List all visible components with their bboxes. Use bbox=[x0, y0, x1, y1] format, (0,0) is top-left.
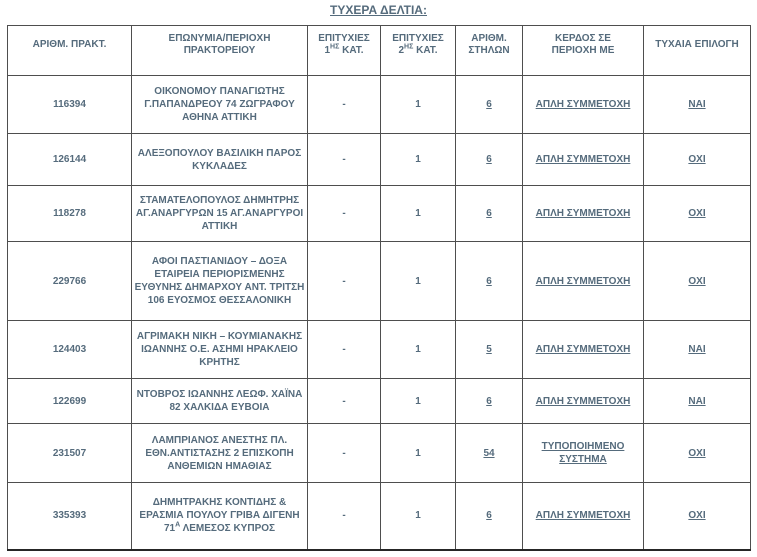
columns-count-cell: 6 bbox=[456, 76, 523, 134]
prize-area-cell: ΤΥΠΟΠΟΙΗΜΕΝΟ ΣΥΣΤΗΜΑ bbox=[523, 424, 644, 483]
agency-number-cell: 126144 bbox=[8, 134, 132, 186]
prize-area-cell: ΑΠΛΗ ΣΥΜΜΕΤΟΧΗ bbox=[523, 186, 644, 242]
cat2-wins-cell: 1 bbox=[381, 134, 456, 186]
agency-name-cell: ΛΑΜΠΡΙΑΝΟΣ ΑΝΕΣΤΗΣ ΠΛ. ΕΘΝ.ΑΝΤΙΣΤΑΣΗΣ 2 ΕΠΙΣΚΟΠΗ ΑΝΘΕΜΙΩΝ ΗΜΑΘΙΑΣ bbox=[132, 424, 308, 483]
cat1-wins-cell: - bbox=[308, 76, 381, 134]
col-header-agency-name-line1: ΕΠΩΝΥΜΙΑ/ΠΕΡΙΟΧΗ bbox=[168, 32, 271, 44]
random-selection-cell: ΟΧΙ bbox=[644, 483, 751, 550]
col-header-prize-line2: ΠΕΡΙΟΧΗ ΜΕ bbox=[551, 45, 615, 56]
page-title: ΤΥΧΕΡΑ ΔΕΛΤΙΑ: bbox=[330, 3, 427, 17]
col-header-agency-name bbox=[132, 26, 308, 76]
col-header-cat1-rest: ΚΑΤ. bbox=[342, 45, 364, 56]
prize-area-cell: ΑΠΛΗ ΣΥΜΜΕΤΟΧΗ bbox=[523, 76, 644, 134]
random-selection-cell: ΟΧΙ bbox=[644, 242, 751, 321]
cat1-wins-cell: - bbox=[308, 321, 381, 379]
col-header-random-selection bbox=[644, 26, 751, 76]
col-header-columns-line1: ΑΡΙΘΜ. bbox=[471, 32, 507, 44]
agency-name-text: ΔΗΜΗΤΡΑΚΗΣ ΚΟΝΤΙΔΗΣ & ΕΡΑΣΜΙΑ ΠΟΥΛΟΥ ΓΡΙΒΑ ΔΙΓΕΝΗ 71 bbox=[139, 497, 300, 535]
prize-area-cell: ΑΠΛΗ ΣΥΜΜΕΤΟΧΗ bbox=[523, 321, 644, 379]
col-header-cat2-rest: ΚΑΤ. bbox=[416, 45, 438, 56]
agency-number-cell: 335393 bbox=[8, 483, 132, 550]
table-row bbox=[8, 186, 751, 242]
cat1-wins-cell: - bbox=[308, 424, 381, 483]
cat2-wins-cell: 1 bbox=[381, 483, 456, 550]
col-header-cat1-wins bbox=[308, 26, 381, 76]
agency-number-cell: 229766 bbox=[8, 242, 132, 321]
col-header-agency-number-label: ΑΡΙΘΜ. ΠΡΑΚΤ. bbox=[32, 38, 107, 50]
random-selection-cell: ΝΑΙ bbox=[644, 76, 751, 134]
col-header-columns-line2: ΣΤΗΛΩΝ bbox=[468, 45, 510, 56]
prize-area-cell: ΑΠΛΗ ΣΥΜΜΕΤΟΧΗ bbox=[523, 483, 644, 550]
col-header-cat2-line1: ΕΠΙΤΥΧΙΕΣ bbox=[392, 32, 444, 44]
cat1-wins-cell: - bbox=[308, 379, 381, 424]
table-row bbox=[8, 134, 751, 186]
columns-count-cell: 6 bbox=[456, 186, 523, 242]
random-selection-cell: ΟΧΙ bbox=[644, 424, 751, 483]
agency-number-cell: 116394 bbox=[8, 76, 132, 134]
agency-name-cell bbox=[132, 483, 308, 550]
table-row bbox=[8, 483, 751, 550]
cat1-wins-cell: - bbox=[308, 483, 381, 550]
cat2-wins-cell: 1 bbox=[381, 379, 456, 424]
agency-name-text: ΛΕΜΕΣΟΣ ΚΥΠΡΟΣ bbox=[182, 523, 276, 535]
cat2-wins-cell: 1 bbox=[381, 186, 456, 242]
agency-name-cell: ΟΙΚΟΝΟΜΟΥ ΠΑΝΑΓΙΩΤΗΣ Γ.ΠΑΠΑΝΔΡΕΟΥ 74 ΖΩΓΡΑΦΟΥ ΑΘΗΝΑ ΑΤΤΙΚΗ bbox=[132, 76, 308, 134]
agency-name-cell: ΝΤΟΒΡΟΣ ΙΩΑΝΝΗΣ ΛΕΩΦ. ΧΑΪΝΑ 82 ΧΑΛΚΙΔΑ ΕΥΒΟΙΑ bbox=[132, 379, 308, 424]
table-row bbox=[8, 321, 751, 379]
columns-count-cell: 6 bbox=[456, 134, 523, 186]
cat2-wins-cell: 1 bbox=[381, 321, 456, 379]
lucky-tickets-table bbox=[7, 25, 751, 551]
cat2-wins-cell: 1 bbox=[381, 242, 456, 321]
columns-count-cell: 54 bbox=[456, 424, 523, 483]
random-selection-cell: ΟΧΙ bbox=[644, 186, 751, 242]
table-row bbox=[8, 76, 751, 134]
cat1-wins-cell: - bbox=[308, 134, 381, 186]
col-header-random-selection-label: ΤΥΧΑΙΑ ΕΠΙΛΟΓΗ bbox=[655, 38, 739, 50]
cat2-wins-cell: 1 bbox=[381, 424, 456, 483]
cat2-wins-cell: 1 bbox=[381, 76, 456, 134]
random-selection-cell: ΝΑΙ bbox=[644, 379, 751, 424]
table-row bbox=[8, 379, 751, 424]
columns-count-cell: 6 bbox=[456, 483, 523, 550]
agency-name-superscript: Α bbox=[175, 521, 181, 529]
prize-area-cell: ΑΠΛΗ ΣΥΜΜΕΤΟΧΗ bbox=[523, 134, 644, 186]
agency-name-cell: ΑΛΕΞΟΠΟΥΛΟΥ ΒΑΣΙΛΙΚΗ ΠΑΡΟΣ ΚΥΚΛΑΔΕΣ bbox=[132, 134, 308, 186]
col-header-cat1-line1: ΕΠΙΤΥΧΙΕΣ bbox=[318, 32, 370, 44]
col-header-cat1-number: 1 bbox=[324, 45, 331, 56]
col-header-prize-line1: ΚΕΡΔΟΣ ΣΕ bbox=[555, 32, 611, 44]
col-header-cat2-number: 2 bbox=[398, 45, 405, 56]
agency-number-cell: 118278 bbox=[8, 186, 132, 242]
col-header-agency-name-line2: ΠΡΑΚΤΟΡΕΙΟΥ bbox=[183, 45, 256, 56]
table-row bbox=[8, 424, 751, 483]
col-header-cat2-superscript: ΗΣ bbox=[404, 43, 414, 51]
header-row bbox=[8, 26, 751, 76]
agency-name-cell: ΣΤΑΜΑΤΕΛΟΠΟΥΛΟΣ ΔΗΜΗΤΡΗΣ ΑΓ.ΑΝΑΡΓΥΡΩΝ 15 ΑΓ.ΑΝΑΡΓΥΡΟΙ ΑΤΤΙΚΗ bbox=[132, 186, 308, 242]
col-header-cat1-superscript: ΗΣ bbox=[330, 43, 340, 51]
prize-area-cell: ΑΠΛΗ ΣΥΜΜΕΤΟΧΗ bbox=[523, 242, 644, 321]
random-selection-cell: ΟΧΙ bbox=[644, 134, 751, 186]
col-header-agency-number bbox=[8, 26, 132, 76]
col-header-columns-count bbox=[456, 26, 523, 76]
agency-name-cell: ΑΦΟΙ ΠΑΣΤΙΑΝΙΔΟΥ – ΔΟΞΑ ΕΤΑΙΡΕΙΑ ΠΕΡΙΟΡΙΣΜΕΝΗΣ ΕΥΘΥΝΗΣ ΔΗΜΑΡΧΟΥ ΑΝΤ. ΤΡΙΤΣΗ 106 ΕΥΟΣΜΟΣ ΘΕΣΣΑΛΟΝΙΚΗ bbox=[132, 242, 308, 321]
col-header-prize-area bbox=[523, 26, 644, 76]
col-header-cat2-wins bbox=[381, 26, 456, 76]
random-selection-cell: ΝΑΙ bbox=[644, 321, 751, 379]
agency-name-cell: ΑΓΡΙΜΑΚΗ ΝΙΚΗ – ΚΟΥΜΙΑΝΑΚΗΣ ΙΩΑΝΝΗΣ Ο.Ε. ΑΣΗΜΙ ΗΡΑΚΛΕΙΟ ΚΡΗΤΗΣ bbox=[132, 321, 308, 379]
agency-number-cell: 124403 bbox=[8, 321, 132, 379]
table-row bbox=[8, 242, 751, 321]
cat1-wins-cell: - bbox=[308, 242, 381, 321]
columns-count-cell: 6 bbox=[456, 242, 523, 321]
agency-number-cell: 122699 bbox=[8, 379, 132, 424]
columns-count-cell: 5 bbox=[456, 321, 523, 379]
prize-area-cell: ΑΠΛΗ ΣΥΜΜΕΤΟΧΗ bbox=[523, 379, 644, 424]
agency-number-cell: 231507 bbox=[8, 424, 132, 483]
cat1-wins-cell: - bbox=[308, 186, 381, 242]
columns-count-cell: 6 bbox=[456, 379, 523, 424]
